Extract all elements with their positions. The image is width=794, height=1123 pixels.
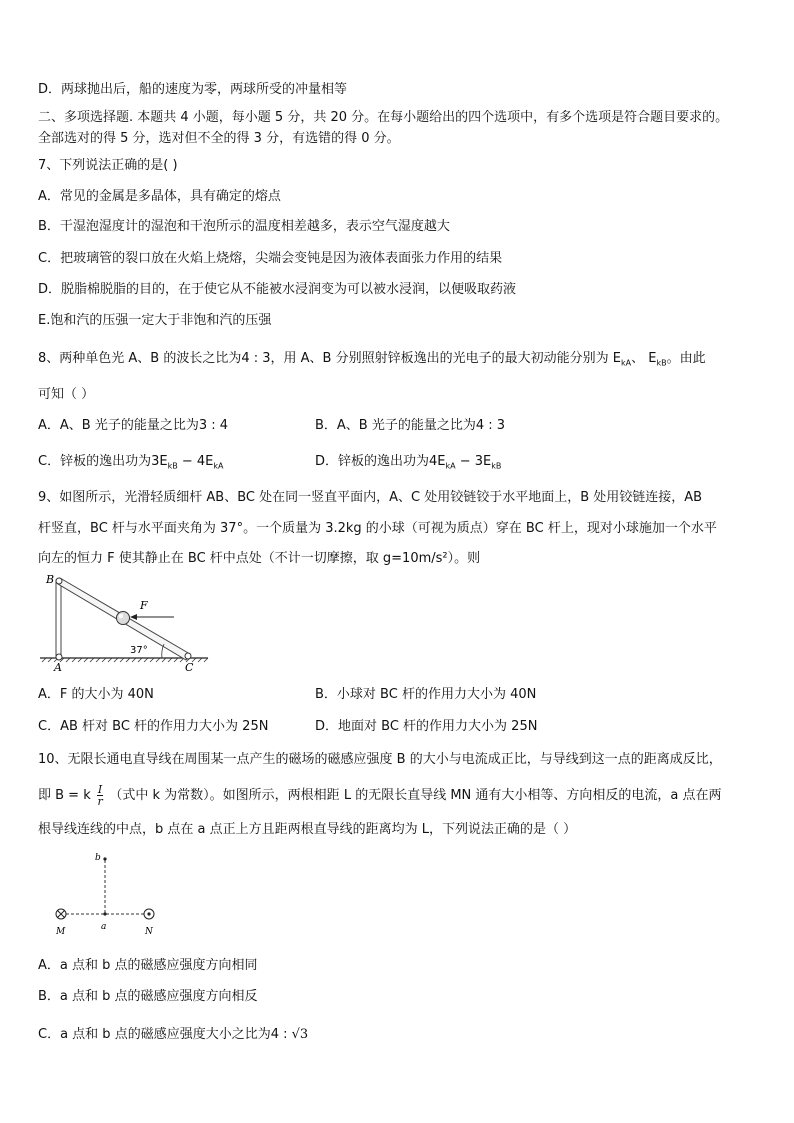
label-f: F [140,599,148,612]
label-n: N [145,927,153,937]
q10-fraction [97,784,103,807]
label-a: a [101,922,107,932]
label-a: A [54,661,62,672]
rod-ab [56,580,61,658]
q7-option-d: D．脱脂棉脱脂的目的，在于使它从不能被水浸润变为可以被水浸润，以便吸取药液 [38,282,517,297]
q7-option-c: C．把玻璃管的裂口放在火焰上烧熔，尖端会变钝是因为液体表面张力作用的结果 [38,251,503,266]
q8c-mid: − 4E [177,454,214,469]
q8c-text: C．锌板的逸出功为3E [38,454,168,469]
q9-option-b: B．小球对 BC 杆的作用力大小为 40N [315,687,537,702]
q7-option-b: B．干湿泡湿度计的湿泡和干泡所示的温度相差越多，表示空气湿度越大 [38,219,450,234]
q8d-sub-2: kB [491,461,502,471]
label-b: B [46,573,55,586]
q8-option-d [315,453,501,475]
q8c-sub-1: kB [167,461,178,471]
q8d-sub-1: kA [445,461,456,471]
q9-option-a: A．F 的大小为 40N [38,687,154,702]
label-angle: 37° [130,645,148,656]
q10c-sqrt: √3 [291,1027,309,1042]
q8-stem-end: 。由此 [666,351,706,366]
label-c: C [185,661,194,672]
q8-stem-text: 8、两种单色光 A、B 的波长之比为4 : 3，用 A、B 分别照射锌板逸出的光电子的最大初动能分别为 E [38,351,621,366]
q7-stem: 7、下列说法正确的是( ) [38,158,178,173]
q7-option-e: E.饱和汽的压强一定大于非饱和汽的压强 [38,313,272,328]
q9-stem-line3: 向左的恒力 F 使其静止在 BC 杆中点处（不计一切摩擦，取 g=10m/s²）。则 [38,551,481,566]
q7-option-a: A．常见的金属是多晶体，具有确定的熔点 [38,189,281,204]
q8-stem-line1 [38,350,706,372]
point-b [103,857,106,860]
option-d-prev: D．两球抛出后，船的速度为零，两球所受的冲量相等 [38,82,348,97]
q10-fraction-den: r [97,795,103,808]
q10-option-a: A．a 点和 b 点的磁感应强度方向相同 [38,958,258,973]
q8-sub-1: kA [620,358,632,368]
q9-figure [38,572,218,672]
q8d-mid: − 3E [455,454,492,469]
q8-option-c [38,453,223,475]
q8-stem-line2: 可知（ ） [38,387,95,402]
label-m: M [56,927,66,937]
section-heading: 二、多项选择题. 本题共 4 小题，每小题 5 分，共 20 分。在每小题给出的四个选项中，有多个选项是符合题目要求的。 [38,110,729,125]
q8-stem-mid: 、 E [631,351,657,366]
point-a [103,912,106,915]
q10-formula-post: （式中 k 为常数）。如图所示，两根相距 L 的无限长直导线 MN 通有大小相等、方向相反的电流，a 点在两 [109,788,722,803]
q8d-text: D．锌板的逸出功为4E [315,454,446,469]
section-scoring: 全部选对的得 5 分，选对但不全的得 3 分，有选错的得 0 分。 [38,131,400,146]
q9-stem-line1: 9、如图所示，光滑轻质细杆 AB、BC 处在同一竖直平面内，A、C 处用铰链铰于水平地面上，B 处用铰链连接，AB [38,490,703,505]
q10-stem-line1: 10、无限长通电直导线在周围某一点产生的磁场的磁感应强度 B 的大小与电流成正比，与导线到这一点的距离成反比， [38,752,722,767]
q8-option-a: A．A、B 光子的能量之比为3 : 4 [38,418,229,433]
hinge-c [185,653,191,659]
hinge-b [56,578,62,584]
q10-formula-pre: 即 B = k [38,788,91,803]
q8-sub-2: kB [656,358,667,368]
q9-option-c: C．AB 杆对 BC 杆的作用力大小为 25N [38,719,269,734]
q10c-text: C．a 点和 b 点的磁感应强度大小之比为4 : [38,1027,292,1042]
ball [117,612,130,625]
q9-stem-line2: 杆竖直，BC 杆与水平面夹角为 37°。一个质量为 3.2kg 的小球（可视为质点）穿在 BC 杆上，现对小球施加一个水平 [38,521,717,536]
q10-stem-line2 [38,784,722,807]
q8-option-b: B．A、B 光子的能量之比为4 : 3 [315,418,506,433]
q10-option-b: B．a 点和 b 点的磁感应强度方向相反 [38,989,258,1004]
q10-figure [50,848,170,938]
label-b: b [95,853,101,863]
q10-stem-line3: 根导线连线的中点，b 点在 a 点正上方且距两根直导线的距离均为 L，下列说法正确的是（ ） [38,822,577,837]
q8c-sub-2: kA [213,461,224,471]
q9-option-d: D．地面对 BC 杆的作用力大小为 25N [315,719,538,734]
q10-fraction-num: I [97,783,103,796]
hinge-a [56,654,62,660]
ball-highlight [119,614,123,618]
q10-option-c [38,1026,308,1043]
